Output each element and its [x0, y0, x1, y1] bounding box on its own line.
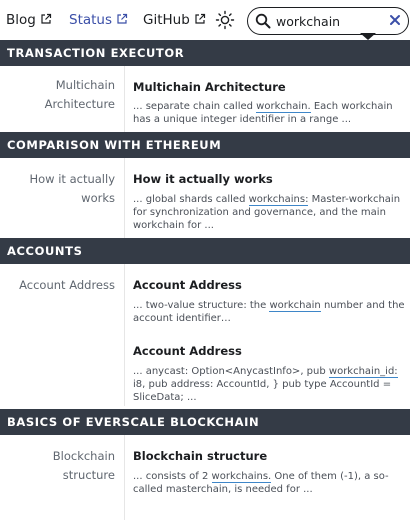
dropdown-caret [360, 33, 376, 40]
search-input[interactable] [276, 13, 386, 29]
hit-title: How it actually works [133, 172, 273, 186]
nav-link-github-label: GitHub [143, 12, 190, 28]
hit-category: Multichain Architecture [44, 78, 115, 111]
match-highlight: workchain [269, 300, 321, 311]
section-header: ACCOUNTS [0, 238, 410, 264]
divider [124, 66, 125, 134]
hit-category: How it actually works [29, 172, 115, 205]
hit-snippet: ... global shards called workchains: Master-workchain for synchronization and governance, and the main workchain for ... [133, 194, 401, 231]
search-icon [255, 13, 271, 29]
divider [124, 435, 125, 520]
match-highlight: workchains: [248, 194, 309, 205]
hit-snippet: ... anycast: Option<AnycastInfo>, pub workchain_id: i8, pub address: AccountId, } pub type AccountId = SliceData; ... [133, 366, 398, 403]
hit-title: Blockchain structure [133, 449, 268, 463]
nav-link-github[interactable] [143, 12, 206, 28]
search-hit[interactable] [0, 264, 410, 330]
match-highlight: workchain. [256, 101, 311, 112]
nav-link-status[interactable] [69, 12, 128, 28]
nav-link-blog-label: Blog [6, 12, 36, 28]
external-link-icon [116, 13, 128, 25]
nav-link-status-label: Status [69, 12, 113, 28]
hit-snippet: ... separate chain called workchain. Each workchain has a unique integer identifier in a range ... [133, 101, 393, 125]
section-header: TRANSACTION EXECUTOR [0, 40, 410, 66]
search-box [247, 7, 409, 35]
hit-category: Account Address [19, 278, 115, 292]
hit-title: Multichain Architecture [133, 80, 286, 94]
nav-link-blog[interactable] [6, 12, 52, 28]
match-highlight: workchain_id: [328, 366, 398, 377]
search-hit[interactable] [0, 435, 410, 520]
hit-snippet: ... two-value structure: the workchain number and the account identifier… [133, 300, 405, 324]
divider [124, 158, 125, 238]
hit-title: Account Address [133, 344, 242, 358]
search-hit[interactable] [0, 330, 410, 406]
hit-category: Blockchain structure [52, 449, 115, 482]
navbar [0, 0, 410, 40]
search-hit[interactable] [0, 158, 410, 238]
hit-title: Account Address [133, 278, 242, 292]
external-link-icon [40, 13, 52, 25]
match-highlight: workchains. [211, 471, 272, 482]
search-results-dropdown [0, 40, 410, 520]
external-link-icon [194, 13, 206, 25]
close-icon[interactable] [388, 13, 402, 27]
hit-snippet: ... consists of 2 workchains. One of them (-1), a so-called masterchain, is needed for ... [133, 471, 389, 495]
section-header: BASICS OF EVERSCALE BLOCKCHAIN [0, 409, 410, 435]
sun-icon[interactable] [215, 10, 235, 30]
section-header: COMPARISON WITH ETHEREUM [0, 132, 410, 158]
search-hit[interactable] [0, 66, 410, 134]
